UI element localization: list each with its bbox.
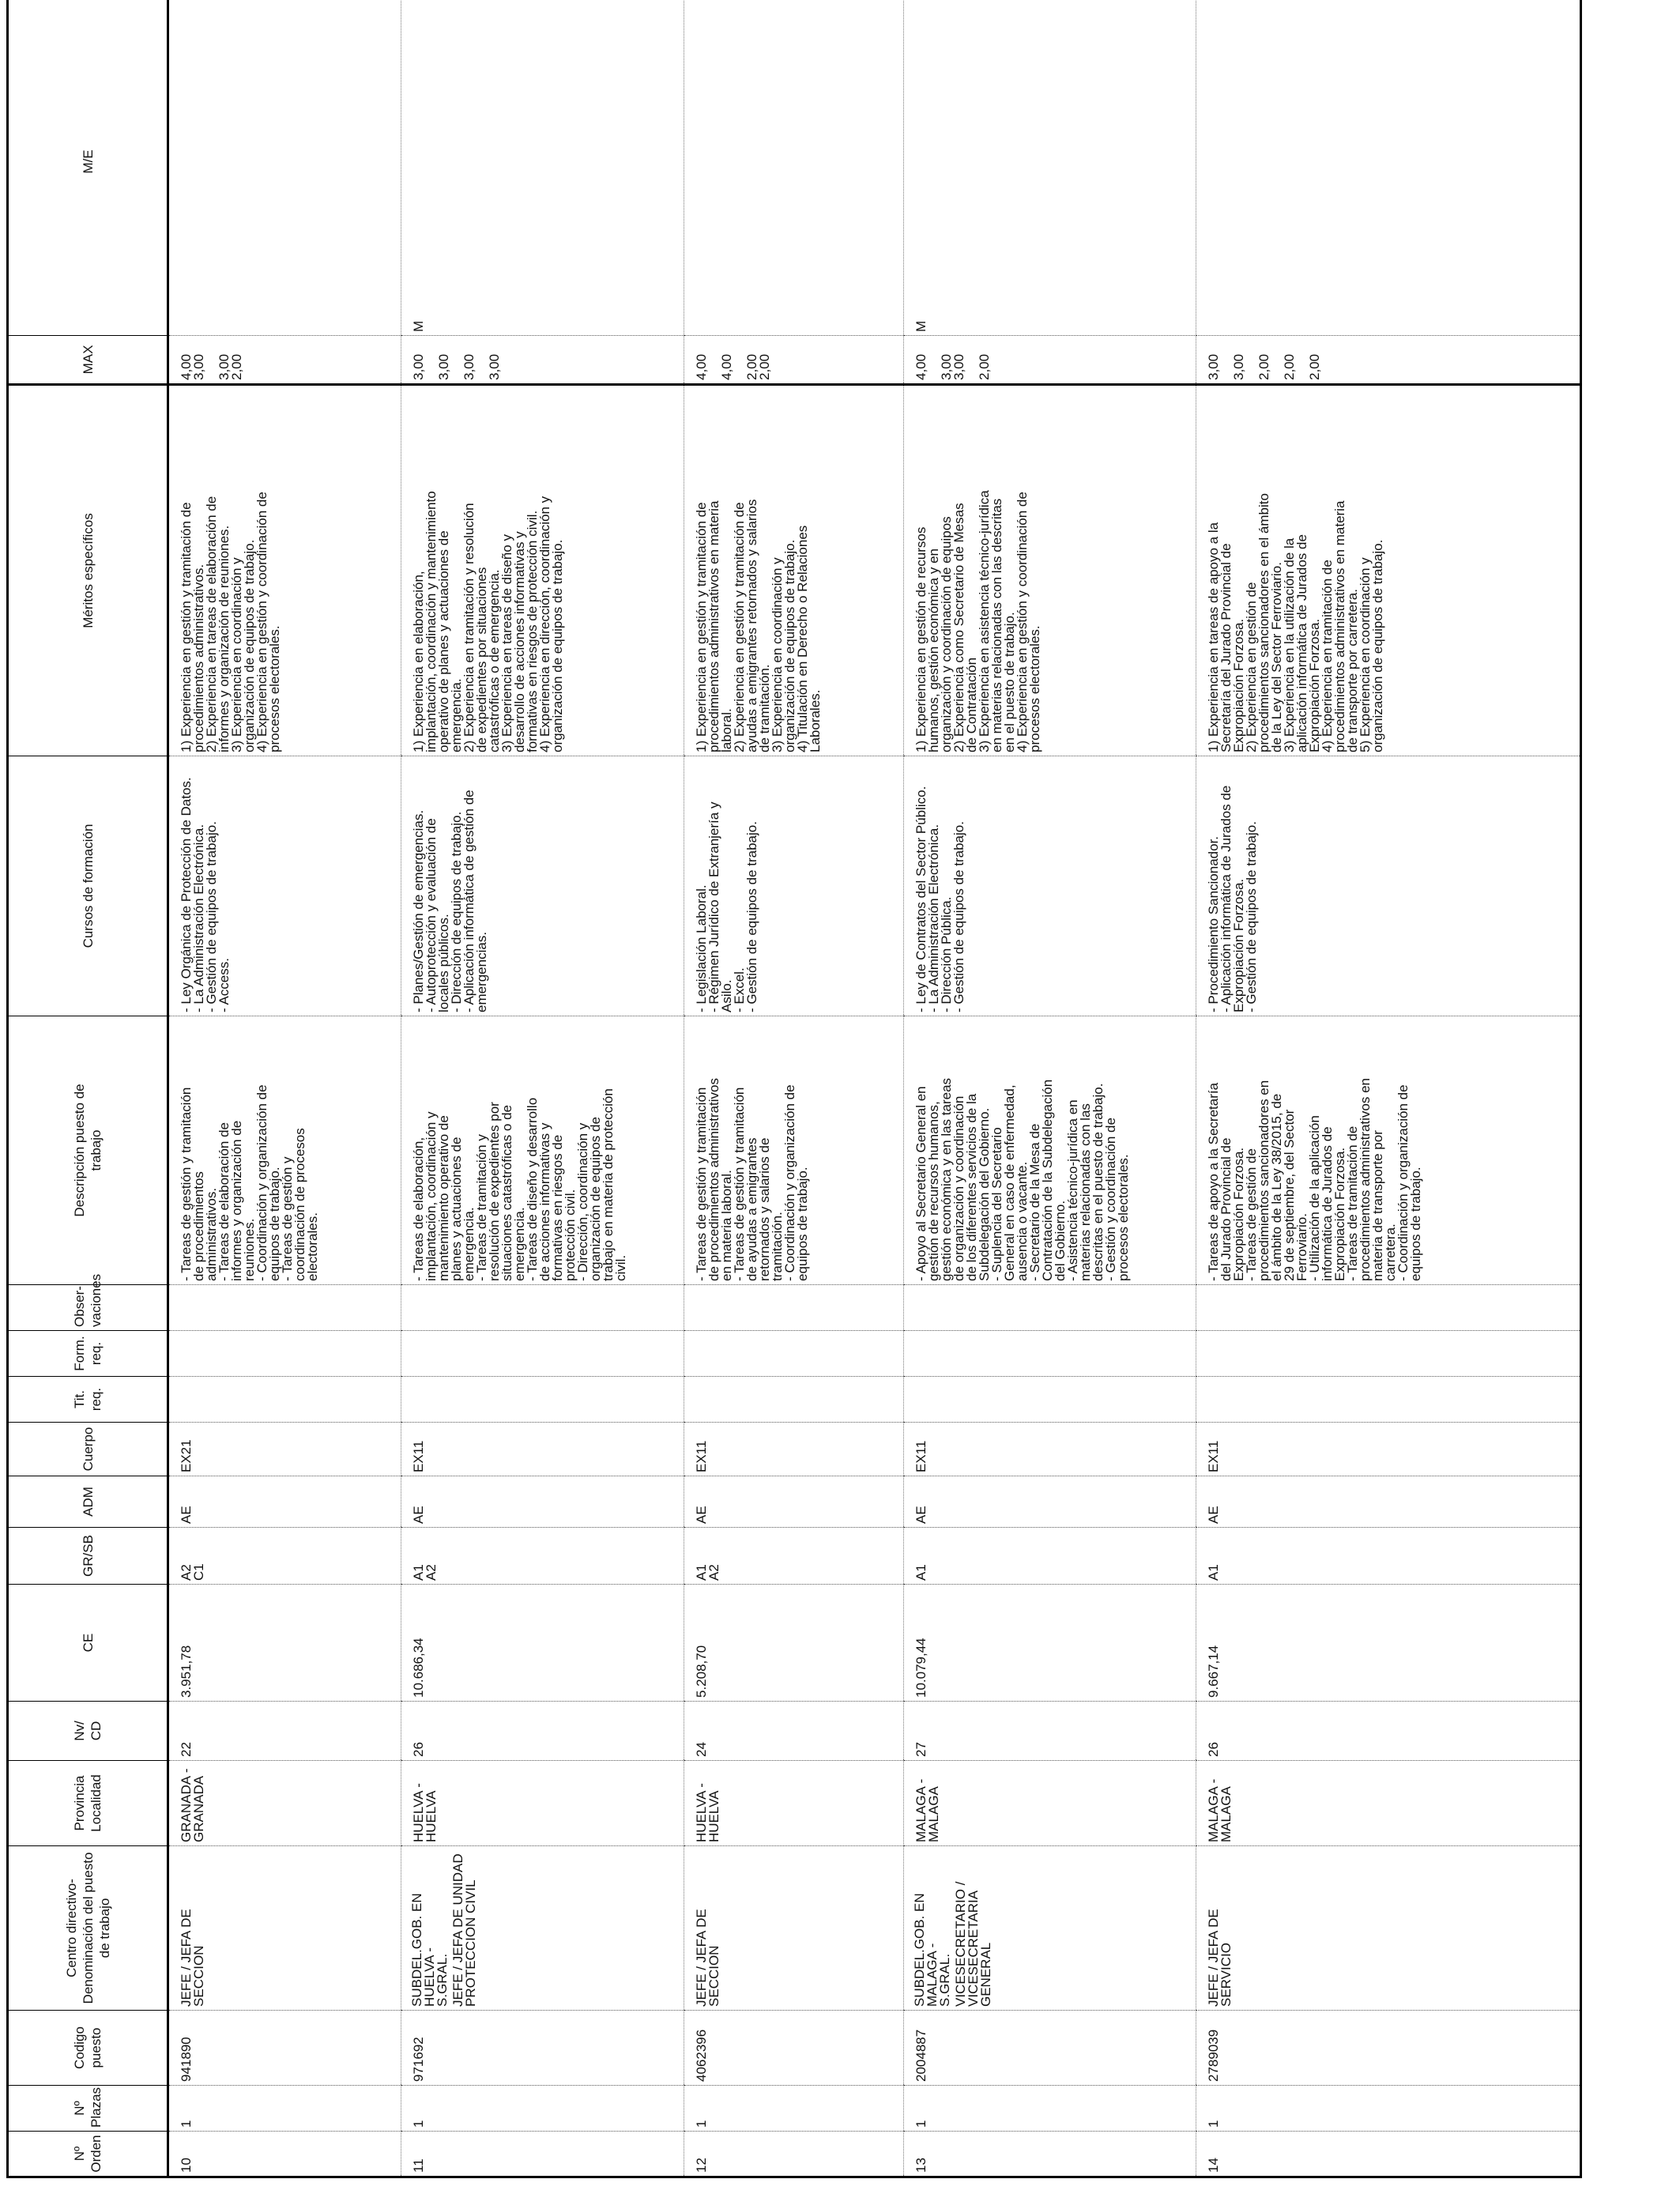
cell-plazas: 1 (168, 2086, 401, 2132)
cell-ce: 3.951,78 (168, 1585, 401, 1702)
cell-codigo: 2004887 (904, 2011, 1196, 2086)
cell-nivel: 27 (904, 1702, 1196, 1761)
cell-tit (401, 1377, 684, 1423)
cell-descripcion: - Tareas de gestión y tramitación de procedimientos administrativos en materia laboral. - Tareas de gestión y tramitación de ayudas a emigrantes retornados y salarios de tramitación. - Coordinación y organización de equipos de trabajo. (684, 1016, 904, 1285)
cell-grsb: A1 (904, 1528, 1196, 1585)
cell-obs (1196, 1285, 1581, 1331)
cell-orden: 14 (1196, 2132, 1581, 2177)
header-ce: CE (8, 1585, 168, 1702)
header-obs: Obser- vaciones (8, 1285, 168, 1331)
cell-orden: 12 (684, 2132, 904, 2177)
cell-meritos: 1) Experiencia en gestión y tramitación de procedimientos administrativos. 2) Experiencia en tareas de elaboración de informes y organización de reuniones. 3) Experiencia en coordinación y organización de equipos de trabajo. 4) Experiencia en gestión y coordinación de procesos electorales. (168, 385, 401, 756)
table-row (684, 0, 904, 2177)
cell-provincia: MALAGA - MALAGA (1196, 1761, 1581, 1846)
cell-adm: AE (1196, 1476, 1581, 1528)
cell-ce: 10.079,44 (904, 1585, 1196, 1702)
cell-centro (904, 1846, 1196, 2011)
cell-plazas: 1 (1196, 2086, 1581, 2132)
centro-heading: SUBDEL.GOB. EN HUELVA - S.GRAL. (409, 1893, 450, 2007)
header-me: M/E (8, 0, 168, 336)
cell-nivel: 24 (684, 1702, 904, 1761)
cell-nivel: 26 (1196, 1702, 1581, 1761)
header-max: MAX (8, 336, 168, 385)
centro-denominacion: JEFE / JEFA DE UNIDAD PROTECCION CIVIL (450, 1853, 478, 2007)
centro-denominacion: JEFE / JEFA DE SECCION (179, 1909, 206, 2007)
cell-descripcion: - Tareas de gestión y tramitación de procedimientos administrativos. - Tareas de elaboración de informes y organización de reuniones. - Coordinación y organización de equipos de trabajo. - Tareas de gestión y coordinación de procesos electorales. (168, 1016, 401, 1285)
table-row (1196, 0, 1581, 2177)
centro-denominacion: JEFE / JEFA DE SERVICIO (1206, 1909, 1234, 2007)
cell-cursos: - Legislación Laboral. - Régimen Jurídico de Extranjería y Asilo. - Excel. - Gestión de equipos de trabajo. (684, 756, 904, 1016)
cell-codigo: 941890 (168, 2011, 401, 2086)
table-row (168, 0, 401, 2177)
cell-codigo: 971692 (401, 2011, 684, 2086)
cell-cursos: - Procedimiento Sancionador. - Aplicación informática de Jurados de Expropiación Forzosa. - Gestión de equipos de trabajo. (1196, 756, 1581, 1016)
cell-meritos: 1) Experiencia en gestión y tramitación de procedimientos administrativos en materia laboral. 2) Experiencia en gestión y tramitación de ayudas a emigrantes retornados y salarios de tramitación. 3) Experiencia en coordinación y organización de equipos de trabajo. 4) Titulación en Derecho o Relaciones Laborales. (684, 385, 904, 756)
header-row (8, 0, 168, 2177)
cell-cursos: - Ley de Contratos del Sector Público. - La Administración Electrónica. - Dirección Pública. - Gestión de equipos de trabajo. (904, 756, 1196, 1016)
cell-cuerpo: EX21 (168, 1423, 401, 1476)
centro-denominacion: JEFE / JEFA DE SECCION (694, 1909, 721, 2007)
cell-centro (1196, 1846, 1581, 2011)
cell-descripcion: - Tareas de elaboración, implantación, coordinación y mantenimiento operativo de planes y actuaciones de emergencia. - Tareas de tramitación y resolución de expedientes por situaciones catastróficas o de emergencia. - Tareas de diseño y desarrollo de acciones informativas y formativas en riesgos de protección civil. - Dirección, coordinación y organización de equipos de trabajo en materia de protección civil. (401, 1016, 684, 1285)
cell-obs (904, 1285, 1196, 1331)
cell-max: 4,00 3,00 3,00 2,00 (904, 336, 1196, 385)
cell-obs (401, 1285, 684, 1331)
cell-cuerpo: EX11 (904, 1423, 1196, 1476)
cell-tit (684, 1377, 904, 1423)
header-cursos: Cursos de formación (8, 756, 168, 1016)
cell-adm: AE (904, 1476, 1196, 1528)
cell-cursos: - Planes/Gestión de emergencias. - Autoprotección y evaluación de locales públicos. - Dirección de equipos de trabajo. - Aplicación informática de gestión de emergencias. (401, 756, 684, 1016)
cell-ce: 5.208,70 (684, 1585, 904, 1702)
header-cuerpo: Cuerpo (8, 1423, 168, 1476)
header-centro: Centro directivo- Denominación del puesto de trabajo (8, 1846, 168, 2011)
cell-orden: 10 (179, 2158, 194, 2173)
cell-me (168, 0, 401, 336)
cell-orden: 11 (401, 2132, 684, 2177)
cell-meritos: 1) Experiencia en gestión de recursos humanos, gestión económica y en organización y coordinación de equipos 2) Experiencia como Secretario de Mesas de Contratación 3) Experiencia en asistencia técnico-jurídica en materias relacionadas con las descritas en el puesto de trabajo. 4) Experiencia en gestión y coordinación de procesos electorales. (904, 385, 1196, 756)
cell-tit (1196, 1377, 1581, 1423)
cell-descripcion: - Apoyo al Secretario General en gestión de recursos humanos, gestión económica y en las tareas de organización y coordinación de los diferentes servicios de la Subdelegación del Gobierno. - Suplencia del Secretario General en caso de enfermedad, ausencia o vacante. - Secretario de la Mesa de Contratación de la Subdelegación del Gobierno. - Asistencia técnico-jurídica en materias relacionadas con las descritas en el puesto de trabajo. - Gestión y coordinación de procesos electorales. (904, 1016, 1196, 1285)
cell-plazas: 1 (401, 2086, 684, 2132)
cell-meritos: 1) Experiencia en elaboración, implantación, coordinación y mantenimiento operativo de planes y actuaciones de emergencia. 2) Experiencia en tramitación y resolución de expedientes por situaciones catastróficas o de emergencia. 3) Experiencia en tareas de diseño y desarrollo de acciones informativas y formativas en riesgos de protección civil. 4) Experiencia en dirección, coordinación y organización de equipos de trabajo. (401, 385, 684, 756)
header-nivel: Nv/ CD (8, 1702, 168, 1761)
header-tit: Tit. req. (8, 1377, 168, 1423)
cell-provincia: MALAGA - MALAGA (904, 1761, 1196, 1846)
centro-denominacion: VICESECRETARIO / VICESECRETARIA GENERAL (953, 1881, 993, 2007)
cell-obs (684, 1285, 904, 1331)
cell-cuerpo: EX11 (401, 1423, 684, 1476)
cell-centro (684, 1846, 904, 2011)
cell-grsb: A1 A2 (684, 1528, 904, 1585)
cell-provincia: HUELVA - HUELVA (401, 1761, 684, 1846)
cell-form (684, 1331, 904, 1377)
cell-grsb: A2 C1 (168, 1528, 401, 1585)
cell-ce: 9.667,14 (1196, 1585, 1581, 1702)
cell-nivel: 22 (168, 1702, 401, 1761)
cell-orden: 13 (904, 2132, 1196, 2177)
header-grsb: GR/SB (8, 1528, 168, 1585)
cell-provincia: HUELVA - HUELVA (684, 1761, 904, 1846)
header-codigo: Codigo puesto (8, 2011, 168, 2086)
cell-grsb: A1 (1196, 1528, 1581, 1585)
cell-meritos: 1) Experiencia en tareas de apoyo a la Secretaría del Jurado Provincial de Expropiación Forzosa. 2) Experiencia en gestión de procedimientos sancionadores en el ámbito de la Ley del Sector Ferroviario. 3) Experiencia en la utilización de la aplicación informática de Jurados de Expropiación Forzosa. 4) Experiencia en tramitación de procedimientos administrativos en materia de transporte por carretera. 5) Experiencia en coordinación y organización de equipos de trabajo. (1196, 385, 1581, 756)
table-row (401, 0, 684, 2177)
header-adm: ADM (8, 1476, 168, 1528)
cell-grsb: A1 A2 (401, 1528, 684, 1585)
cell-form (904, 1331, 1196, 1377)
header-descripcion: Descripción puesto de trabajo (8, 1016, 168, 1285)
cell-me (684, 0, 904, 336)
header-form: Form. req. (8, 1331, 168, 1377)
header-meritos: Méritos específicos (8, 385, 168, 756)
cell-centro (401, 1846, 684, 2011)
table-row (904, 0, 1196, 2177)
job-positions-table (6, 0, 1582, 2178)
cell-form (401, 1331, 684, 1377)
cell-max: 4,00 3,00 3,00 2,00 (168, 336, 401, 385)
header-orden: Nº Orden (8, 2132, 168, 2177)
cell-form (1196, 1331, 1581, 1377)
cell-tit (168, 1377, 401, 1423)
cell-plazas: 1 (684, 2086, 904, 2132)
cell-cuerpo: EX11 (1196, 1423, 1581, 1476)
cell-tit (904, 1377, 1196, 1423)
cell-descripcion: - Tareas de apoyo a la Secretaría del Jurado Provincial de Expropiación Forzosa. - Tareas de gestión de procedimientos sancionadores en el ámbito de la Ley 38/2015, de 29 de septiembre, del Sector Ferroviario. - Utilización de la aplicación informática de Jurados de Expropiación Forzosa. - Tareas de tramitación de procedimientos administrativos en materia de transporte por carretera. - Coordinación y organización de equipos de trabajo. (1196, 1016, 1581, 1285)
cell-plazas: 1 (904, 2086, 1196, 2132)
cell-max: 3,00 3,00 3,00 3,00 (401, 336, 684, 385)
cell-codigo: 4062396 (684, 2011, 904, 2086)
cell-cursos: - Ley Orgánica de Protección de Datos. - La Administración Electrónica. - Gestión de equipos de trabajo. - Access. (168, 756, 401, 1016)
cell-codigo: 2789039 (1196, 2011, 1581, 2086)
header-provincia: Provincia Localidad (8, 1761, 168, 1846)
cell-me (1196, 0, 1581, 336)
cell-me: M (904, 0, 1196, 336)
cell-cuerpo: EX11 (684, 1423, 904, 1476)
cell-adm: AE (168, 1476, 401, 1528)
cell-me: M (401, 0, 684, 336)
cell-max: 4,00 4,00 2,00 2,00 (684, 336, 904, 385)
cell-adm: AE (401, 1476, 684, 1528)
cell-adm: AE (684, 1476, 904, 1528)
cell-centro (168, 1846, 401, 2011)
cell-obs (168, 1285, 401, 1331)
header-plazas: Nº Plazas (8, 2086, 168, 2132)
cell-ce: 10.686,34 (401, 1585, 684, 1702)
cell-max: 3,00 3,00 2,00 2,00 2,00 (1196, 336, 1581, 385)
cell-nivel: 26 (401, 1702, 684, 1761)
cell-form (168, 1331, 401, 1377)
cell-provincia: GRANADA - GRANADA (168, 1761, 401, 1846)
centro-heading: SUBDEL.GOB. EN MALAGA - S.GRAL. (912, 1893, 952, 2007)
